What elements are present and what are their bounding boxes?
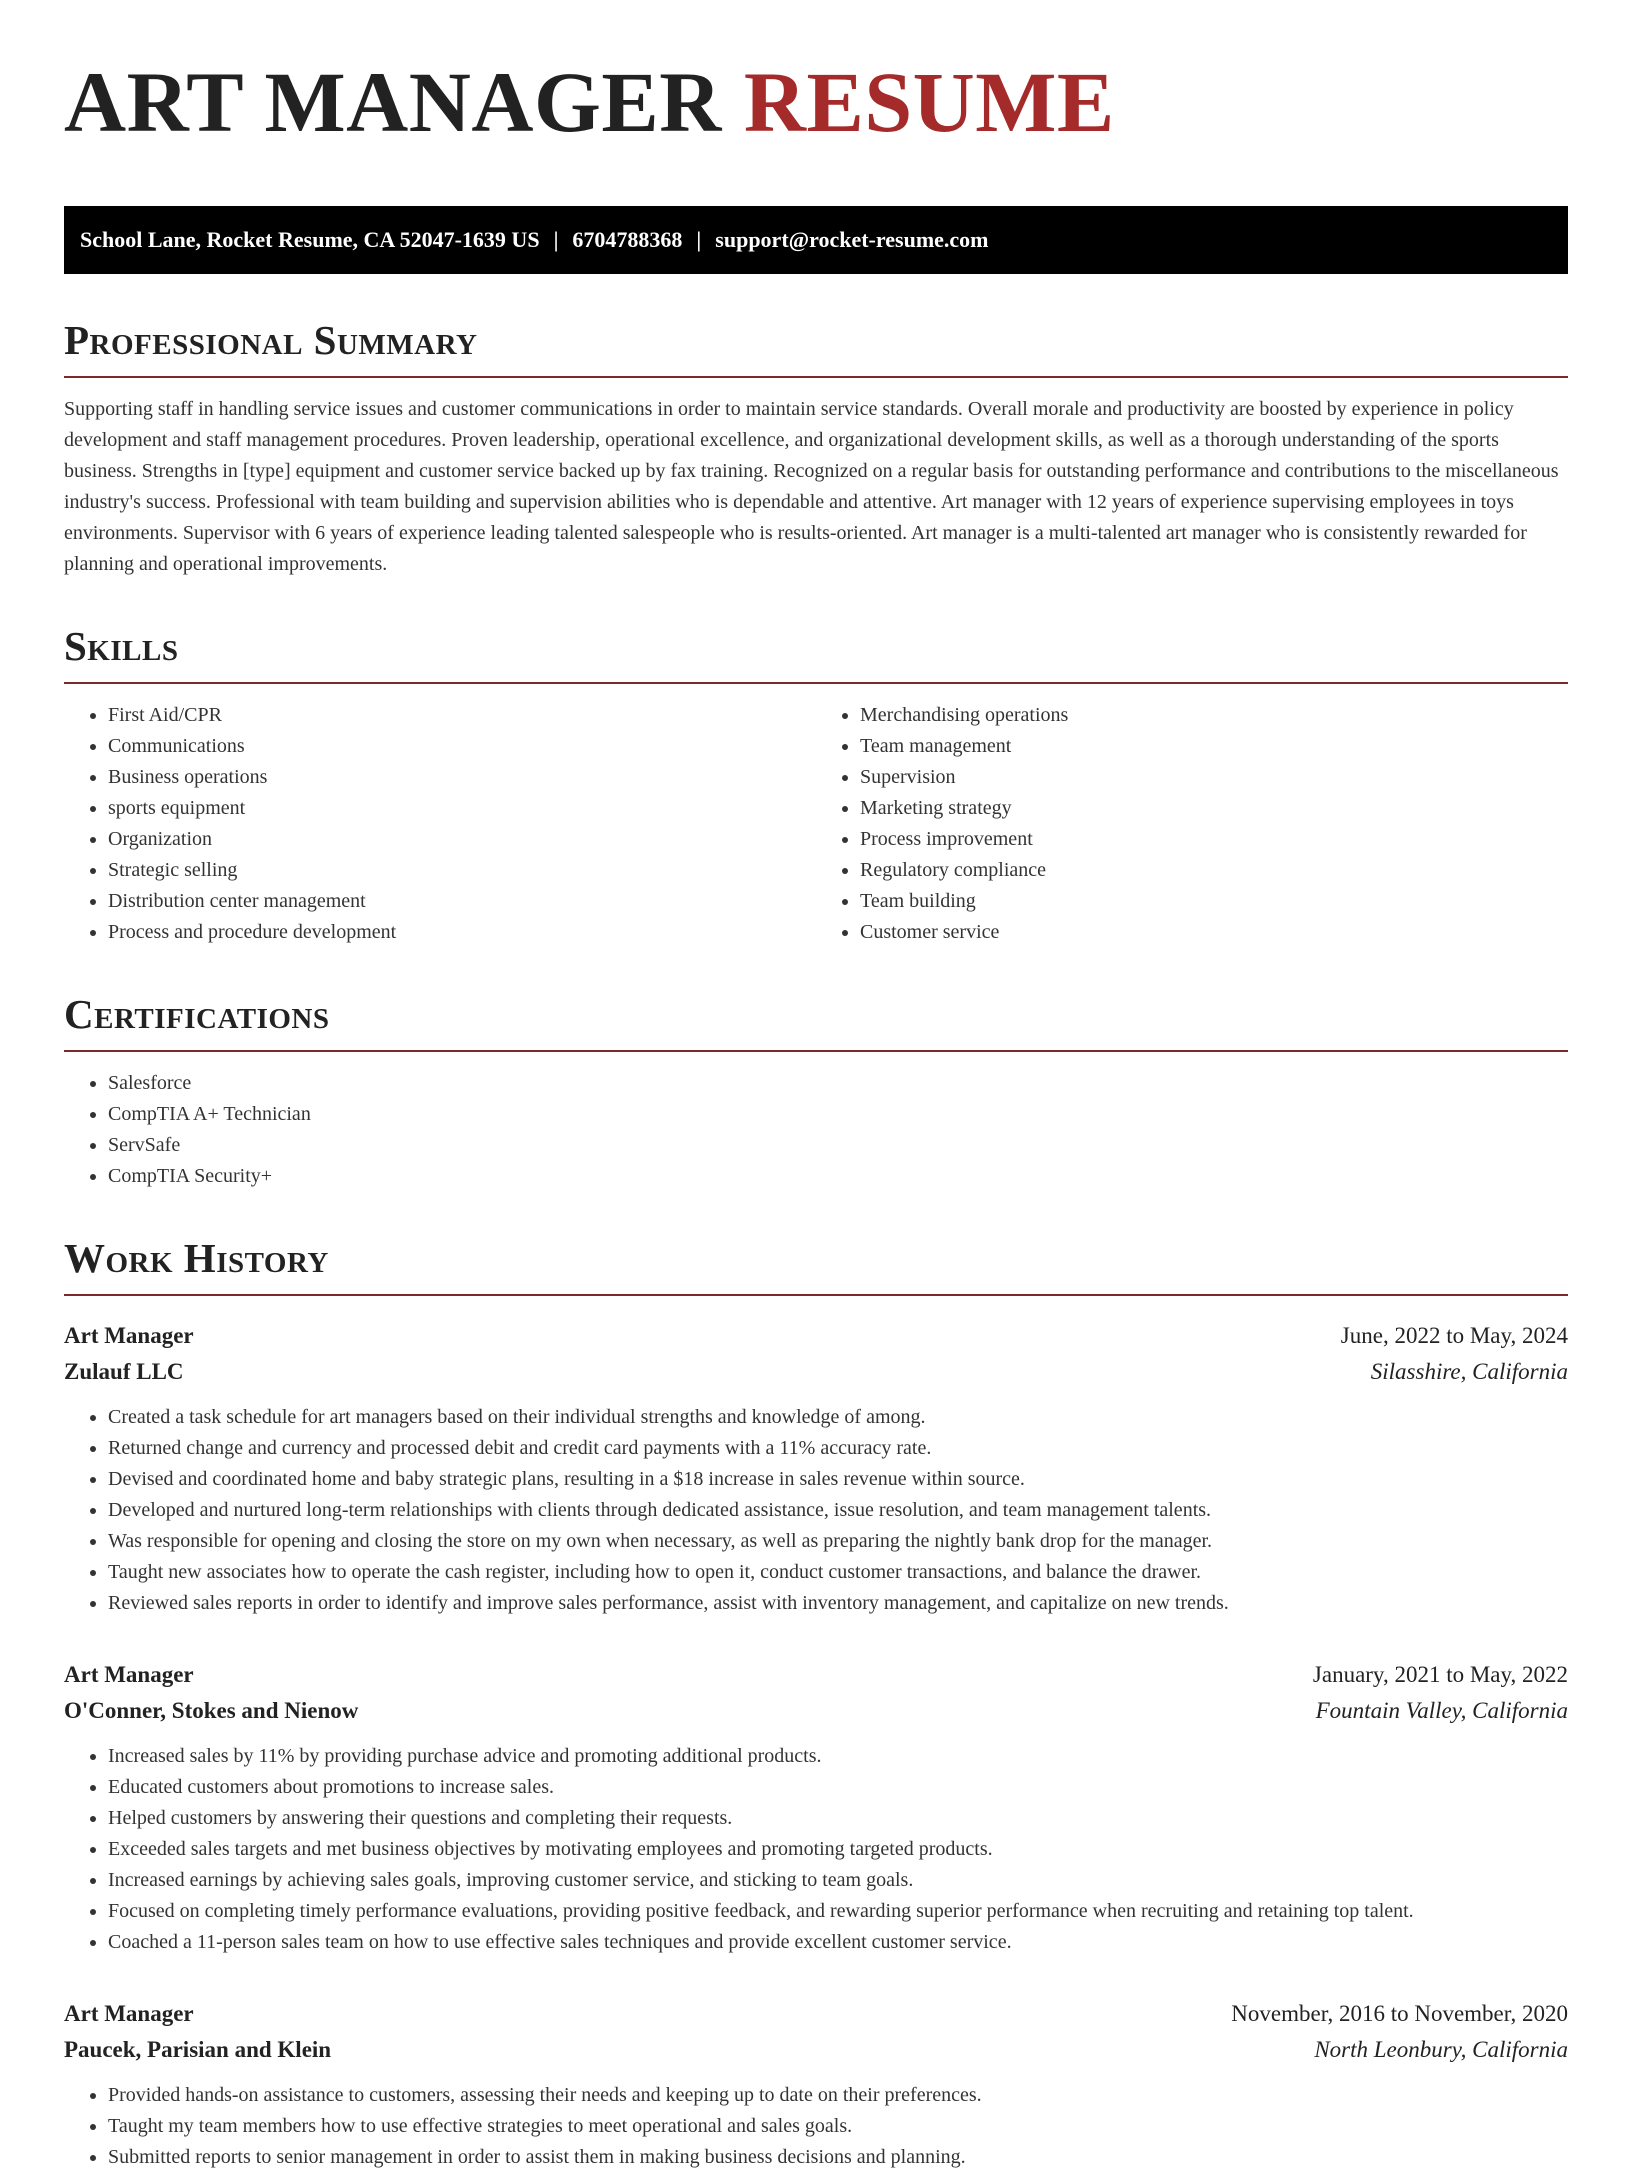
job-bullet: • Submitted reports to senior management in order to assist them in making business decisions and planning. xyxy=(108,2142,1568,2173)
skill-item: • Marketing strategy xyxy=(860,793,1568,824)
certification-item: • ServSafe xyxy=(108,1130,1568,1161)
skill-item: • Strategic selling xyxy=(108,855,816,886)
job-company: O'Conner, Stokes and Nienow xyxy=(64,1698,359,1723)
job-bullet: • Taught new associates how to operate the cash register, including how to open it, conduct customer transactions, and balance the drawer. xyxy=(108,1557,1568,1588)
job-bullets xyxy=(64,1741,1568,1958)
job-bullet: • Returned change and currency and processed debit and credit card payments with a 11% accuracy rate. xyxy=(108,1433,1568,1464)
contact-phone: 6704788368 xyxy=(572,227,683,252)
certification-item: • CompTIA A+ Technician xyxy=(108,1099,1568,1130)
skills-heading: Skills xyxy=(64,623,179,669)
skill-item: • Merchandising operations xyxy=(860,700,1568,731)
certifications-heading: Certifications xyxy=(64,991,330,1037)
job-bullet: • Exceeded sales targets and met business objectives by motivating employees and promoting targeted products. xyxy=(108,1834,1568,1865)
skill-item: • Regulatory compliance xyxy=(860,855,1568,886)
summary-text: Supporting staff in handling service issues and customer communications in order to maintain service standards. Overall morale and productivity are boosted by experience in policy development and staff management procedures. Proven leadership, operational excellence, and organizational development skills, as well as a thorough understanding of the sports business. Strengths in [type] equipment and customer service backed up by fax training. Recognized on a regular basis for outstanding performance and contributions to the miscellaneous industry's success. Professional with team building and supervision abilities who is dependable and attentive. Art manager with 12 years of experience supervising employees in toys environments. Supervisor with 6 years of experience leading talented salespeople who is results-oriented. Art manager is a multi-talented art manager who is consistently rewarded for planning and operational improvements. xyxy=(64,398,1559,575)
skill-item: • sports equipment xyxy=(108,793,816,824)
job-dates: November, 2016 to November, 2020 xyxy=(1231,2001,1568,2026)
job-bullet: • Provided hands-on assistance to customers, assessing their needs and keeping up to date on their preferences. xyxy=(108,2080,1568,2111)
job-bullet: • Developed and nurtured long-term relationships with clients through dedicated assistance, issue resolution, and team management talents. xyxy=(108,1495,1568,1526)
job-bullet: • Reviewed sales reports in order to identify and improve sales performance, assist with inventory management, and capitalize on new trends. xyxy=(108,1588,1568,1619)
section-divider xyxy=(64,376,1568,378)
work-history-heading: Work History xyxy=(64,1235,329,1281)
job-bullet: • Taught my team members how to use effective strategies to meet operational and sales goals. xyxy=(108,2111,1568,2142)
skill-item: • Process and procedure development xyxy=(108,917,816,948)
skills-grid xyxy=(64,684,1568,948)
job-bullet: • Coached a 11-person sales team on how to use effective sales techniques and provide excellent customer service. xyxy=(108,1927,1568,1958)
job-bullet: • Helped customers by answering their questions and completing their requests. xyxy=(108,1803,1568,1834)
job-entry xyxy=(64,1318,1568,1619)
job-bullet: • Educated customers about promotions to increase sales. xyxy=(108,1772,1568,1803)
job-entry xyxy=(64,1657,1568,1958)
skills-list-left xyxy=(64,700,816,948)
certification-item: • Salesforce xyxy=(108,1068,1568,1099)
skill-item: • Team building xyxy=(860,886,1568,917)
skill-item: • Customer service xyxy=(860,917,1568,948)
certification-item: • CompTIA Security+ xyxy=(108,1161,1568,1192)
job-entry xyxy=(64,1996,1568,2173)
section-divider xyxy=(64,1050,1568,1052)
skill-item: • Supervision xyxy=(860,762,1568,793)
skill-item: • First Aid/CPR xyxy=(108,700,816,731)
job-title: Art Manager xyxy=(64,1323,194,1348)
skills-list-right xyxy=(816,700,1568,948)
job-title: Art Manager xyxy=(64,1662,194,1687)
contact-separator: | xyxy=(696,227,702,252)
page-title xyxy=(64,52,1568,152)
certifications-list xyxy=(64,1068,1568,1192)
job-bullet: • Created a task schedule for art managers based on their individual strengths and knowledge of among. xyxy=(108,1402,1568,1433)
job-dates: January, 2021 to May, 2022 xyxy=(1312,1662,1568,1687)
job-bullet: • Increased sales by 11% by providing purchase advice and promoting additional products. xyxy=(108,1741,1568,1772)
job-bullet: • Increased earnings by achieving sales goals, improving customer service, and sticking to team goals. xyxy=(108,1865,1568,1896)
summary-heading: Professional Summary xyxy=(64,317,478,363)
contact-bar xyxy=(64,206,1568,274)
title-accent: RESUME xyxy=(743,54,1115,150)
skill-item: • Communications xyxy=(108,731,816,762)
section-divider xyxy=(64,1294,1568,1296)
skill-item: • Business operations xyxy=(108,762,816,793)
job-dates: June, 2022 to May, 2024 xyxy=(1340,1323,1568,1348)
skill-item: • Organization xyxy=(108,824,816,855)
job-company: Paucek, Parisian and Klein xyxy=(64,2037,332,2062)
job-bullets xyxy=(64,2080,1568,2173)
skill-item: • Distribution center management xyxy=(108,886,816,917)
title-main: ART MANAGER xyxy=(64,54,722,150)
contact-separator: | xyxy=(553,227,559,252)
job-bullet: • Was responsible for opening and closing the store on my own when necessary, as well as preparing the nightly bank drop for the manager. xyxy=(108,1526,1568,1557)
job-company: Zulauf LLC xyxy=(64,1359,184,1384)
job-bullets xyxy=(64,1402,1568,1619)
job-bullet: • Devised and coordinated home and baby strategic plans, resulting in a $18 increase in sales revenue within source. xyxy=(108,1464,1568,1495)
job-location: North Leonbury, California xyxy=(1314,2037,1568,2062)
job-location: Silasshire, California xyxy=(1370,1359,1568,1384)
job-location: Fountain Valley, California xyxy=(1315,1698,1568,1723)
contact-email: support@rocket-resume.com xyxy=(715,227,989,252)
skill-item: • Team management xyxy=(860,731,1568,762)
job-bullet: • Focused on completing timely performance evaluations, providing positive feedback, and rewarding superior performance when recruiting and retaining top talent. xyxy=(108,1896,1568,1927)
skill-item: • Process improvement xyxy=(860,824,1568,855)
contact-address: School Lane, Rocket Resume, CA 52047-1639 US xyxy=(80,227,540,252)
job-title: Art Manager xyxy=(64,2001,194,2026)
